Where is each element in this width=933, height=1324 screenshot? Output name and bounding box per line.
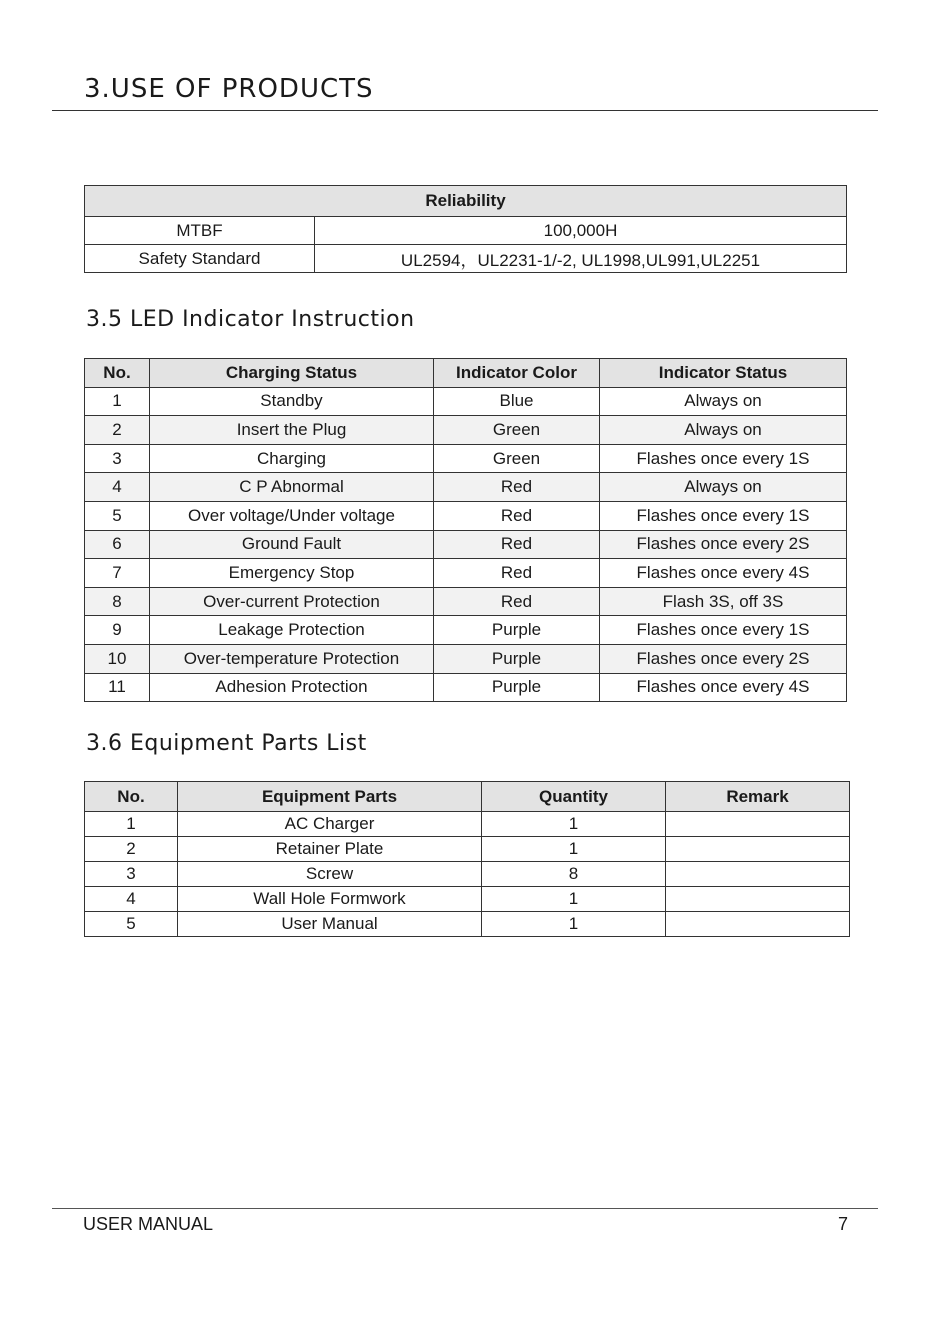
- table-cell: Flashes once every 2S: [600, 644, 847, 673]
- table-row: [85, 912, 850, 937]
- reliability-value: UL2594，UL2231-1/-2, UL1998,UL991,UL2251: [315, 245, 847, 273]
- table-cell: Over-temperature Protection: [150, 644, 434, 673]
- table-cell: 9: [85, 616, 150, 645]
- table-cell: User Manual: [178, 912, 482, 937]
- title-divider: [52, 110, 878, 111]
- table-cell: [666, 812, 850, 837]
- table-cell: 6: [85, 530, 150, 559]
- table-cell: Red: [434, 587, 600, 616]
- table-cell: Flashes once every 4S: [600, 559, 847, 588]
- table-cell: 1: [482, 812, 666, 837]
- led-section-title: 3.5 LED Indicator Instruction: [86, 307, 415, 332]
- table-cell: 4: [85, 887, 178, 912]
- page-number: 7: [838, 1214, 849, 1234]
- parts-table-body: [85, 812, 850, 937]
- reliability-label: MTBF: [85, 217, 315, 245]
- table-cell: 1: [482, 887, 666, 912]
- table-cell: Red: [434, 501, 600, 530]
- column-header: No.: [85, 359, 150, 388]
- parts-section-title: 3.6 Equipment Parts List: [86, 731, 367, 756]
- table-row: [85, 587, 847, 616]
- table-header-row: [85, 782, 850, 812]
- column-header: Indicator Status: [600, 359, 847, 388]
- table-row: [85, 862, 850, 887]
- table-cell: 1: [482, 837, 666, 862]
- table-cell: 7: [85, 559, 150, 588]
- table-cell: Purple: [434, 673, 600, 702]
- table-row: [85, 473, 847, 502]
- table-cell: Flashes once every 1S: [600, 501, 847, 530]
- column-header: Indicator Color: [434, 359, 600, 388]
- table-cell: 11: [85, 673, 150, 702]
- table-cell: 4: [85, 473, 150, 502]
- reliability-value: 100,000H: [315, 217, 847, 245]
- table-row: [85, 245, 847, 273]
- table-row: [85, 673, 847, 702]
- section-title: 3.USE OF PRODUCTS: [84, 74, 374, 104]
- table-row: [85, 812, 850, 837]
- table-cell: 8: [85, 587, 150, 616]
- table-cell: Always on: [600, 387, 847, 416]
- table-cell: Flashes once every 2S: [600, 530, 847, 559]
- table-cell: Leakage Protection: [150, 616, 434, 645]
- table-cell: [666, 887, 850, 912]
- table-cell: Flashes once every 4S: [600, 673, 847, 702]
- table-cell: Adhesion Protection: [150, 673, 434, 702]
- table-cell: C P Abnormal: [150, 473, 434, 502]
- table-cell: Red: [434, 473, 600, 502]
- table-cell: Flashes once every 1S: [600, 616, 847, 645]
- table-cell: 2: [85, 837, 178, 862]
- table-row: [85, 387, 847, 416]
- table-cell: Purple: [434, 644, 600, 673]
- reliability-header: Reliability: [85, 186, 847, 217]
- table-cell: Green: [434, 444, 600, 473]
- table-cell: 8: [482, 862, 666, 887]
- table-row: [85, 837, 850, 862]
- table-cell: Over-current Protection: [150, 587, 434, 616]
- table-cell: Always on: [600, 473, 847, 502]
- table-row: [85, 616, 847, 645]
- table-header-row: [85, 359, 847, 388]
- table-cell: Red: [434, 530, 600, 559]
- footer-label: USER MANUAL: [83, 1214, 214, 1234]
- reliability-label: Safety Standard: [85, 245, 315, 273]
- table-row: [85, 416, 847, 445]
- table-cell: Over voltage/Under voltage: [150, 501, 434, 530]
- table-cell: [666, 862, 850, 887]
- table-cell: [666, 837, 850, 862]
- column-header: Quantity: [482, 782, 666, 812]
- table-row: [85, 501, 847, 530]
- table-row: [85, 217, 847, 245]
- table-cell: Green: [434, 416, 600, 445]
- table-cell: Ground Fault: [150, 530, 434, 559]
- table-cell: Flash 3S, off 3S: [600, 587, 847, 616]
- table-row: [85, 887, 850, 912]
- table-cell: Always on: [600, 416, 847, 445]
- table-row: [85, 559, 847, 588]
- table-cell: [666, 912, 850, 937]
- table-row: [85, 530, 847, 559]
- table-cell: Blue: [434, 387, 600, 416]
- table-cell: Insert the Plug: [150, 416, 434, 445]
- table-cell: Screw: [178, 862, 482, 887]
- table-cell: 5: [85, 912, 178, 937]
- table-cell: 3: [85, 444, 150, 473]
- reliability-table: [84, 185, 847, 273]
- table-cell: Wall Hole Formwork: [178, 887, 482, 912]
- table-cell: 3: [85, 862, 178, 887]
- table-cell: 10: [85, 644, 150, 673]
- table-cell: Flashes once every 1S: [600, 444, 847, 473]
- table-cell: 5: [85, 501, 150, 530]
- led-table-body: [85, 387, 847, 702]
- column-header: No.: [85, 782, 178, 812]
- table-cell: 1: [85, 387, 150, 416]
- parts-table: [84, 781, 850, 937]
- table-cell: Standby: [150, 387, 434, 416]
- table-row: [85, 644, 847, 673]
- table-cell: 1: [482, 912, 666, 937]
- table-cell: 2: [85, 416, 150, 445]
- table-cell: AC Charger: [178, 812, 482, 837]
- column-header: Remark: [666, 782, 850, 812]
- table-cell: Purple: [434, 616, 600, 645]
- table-cell: Retainer Plate: [178, 837, 482, 862]
- table-cell: Emergency Stop: [150, 559, 434, 588]
- table-cell: Charging: [150, 444, 434, 473]
- column-header: Equipment Parts: [178, 782, 482, 812]
- table-row: [85, 444, 847, 473]
- footer-divider: [52, 1208, 878, 1209]
- column-header: Charging Status: [150, 359, 434, 388]
- table-cell: 1: [85, 812, 178, 837]
- led-indicator-table: [84, 358, 847, 702]
- table-cell: Red: [434, 559, 600, 588]
